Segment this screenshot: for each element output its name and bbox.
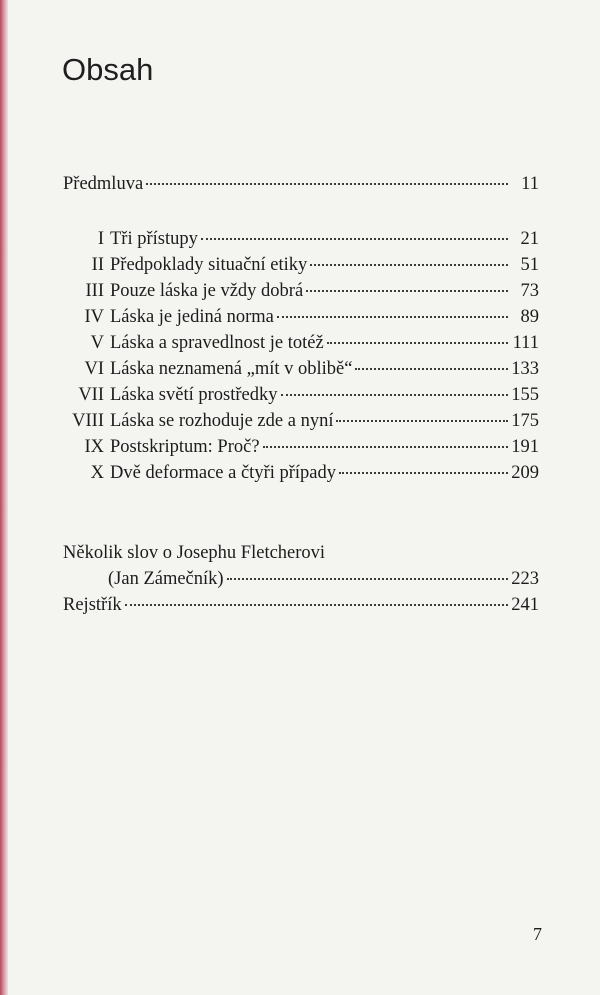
dot-leader [327,341,508,344]
toc-entry-page: 191 [511,437,539,457]
toc-entry-label: Předmluva [63,174,144,194]
toc-entry-page: 89 [520,307,539,327]
toc-entry-page: 111 [512,333,539,353]
toc-entry-page: 223 [511,569,539,589]
toc-entry-label: Několik slov o Josephu Fletcherovi [63,543,326,563]
toc-entry-chapter-1[interactable] [0,226,600,252]
toc-entry-index[interactable] [0,592,600,618]
toc-entry-afterword-title[interactable] [0,540,600,566]
toc-entry-chapter-9[interactable] [0,434,600,460]
toc-entry-page: 155 [511,385,539,405]
dot-leader [336,419,508,422]
chapter-number: V [90,333,104,353]
dot-leader [263,445,508,448]
chapter-number: IV [84,307,104,327]
toc-entry-page: 241 [511,595,539,615]
toc-entry-chapter-8[interactable] [0,408,600,434]
dot-leader [277,315,508,318]
dot-leader [146,182,508,185]
dot-leader [306,289,508,292]
dot-leader [339,471,508,474]
toc-entry-chapter-6[interactable] [0,356,600,382]
page-number: 7 [533,924,542,944]
toc-entry-page: 209 [511,463,539,483]
toc-entry-label: Láska neznamená „mít v oblibě“ [110,359,353,379]
toc-entry-page: 11 [521,174,539,194]
toc-entry-label: Láska světí prostředky [110,385,278,405]
dot-leader [281,393,509,396]
toc-entry-page: 51 [520,255,539,275]
chapter-number: I [97,229,104,249]
toc-entry-chapter-3[interactable] [0,278,600,304]
toc-entry-afterword[interactable] [0,566,600,592]
chapter-number: III [85,281,104,301]
toc-entry-label: Láska se rozhoduje zde a nyní [110,411,334,431]
dot-leader [125,603,508,606]
chapter-number: VI [84,359,104,379]
page-edge [0,0,8,995]
chapter-number: VIII [72,411,104,431]
dot-leader [355,367,508,370]
page-title: Obsah [62,52,154,87]
toc-entry-label: Láska je jediná norma [110,307,274,327]
toc-entry-preface[interactable] [0,171,600,197]
toc-entry-chapter-10[interactable] [0,460,600,486]
toc-entry-chapter-2[interactable] [0,252,600,278]
dot-leader [227,577,508,580]
toc-entry-label: Tři přístupy [110,229,198,249]
chapter-number: II [91,255,104,275]
chapter-number: IX [84,437,104,457]
dot-leader [201,237,508,240]
toc-entry-page: 133 [511,359,539,379]
toc-entry-page: 21 [520,229,539,249]
toc-entry-label: Předpoklady situační etiky [110,255,308,275]
toc-entry-chapter-7[interactable] [0,382,600,408]
chapter-number: VII [78,385,104,405]
dot-leader [310,263,508,266]
toc-entry-label: Dvě deformace a čtyři případy [110,463,337,483]
toc-entry-page: 73 [520,281,539,301]
toc-entry-chapter-5[interactable] [0,330,600,356]
toc-entry-label: Rejstřík [63,595,122,615]
toc-entry-chapter-4[interactable] [0,304,600,330]
toc-entry-label: Láska a spravedlnost je totéž [110,333,324,353]
toc-entry-page: 175 [511,411,539,431]
toc-entry-label: (Jan Zámečník) [108,569,224,589]
toc-entry-label: Pouze láska je vždy dobrá [110,281,304,301]
toc-entry-label: Postskriptum: Proč? [110,437,260,457]
chapter-number: X [90,463,104,483]
